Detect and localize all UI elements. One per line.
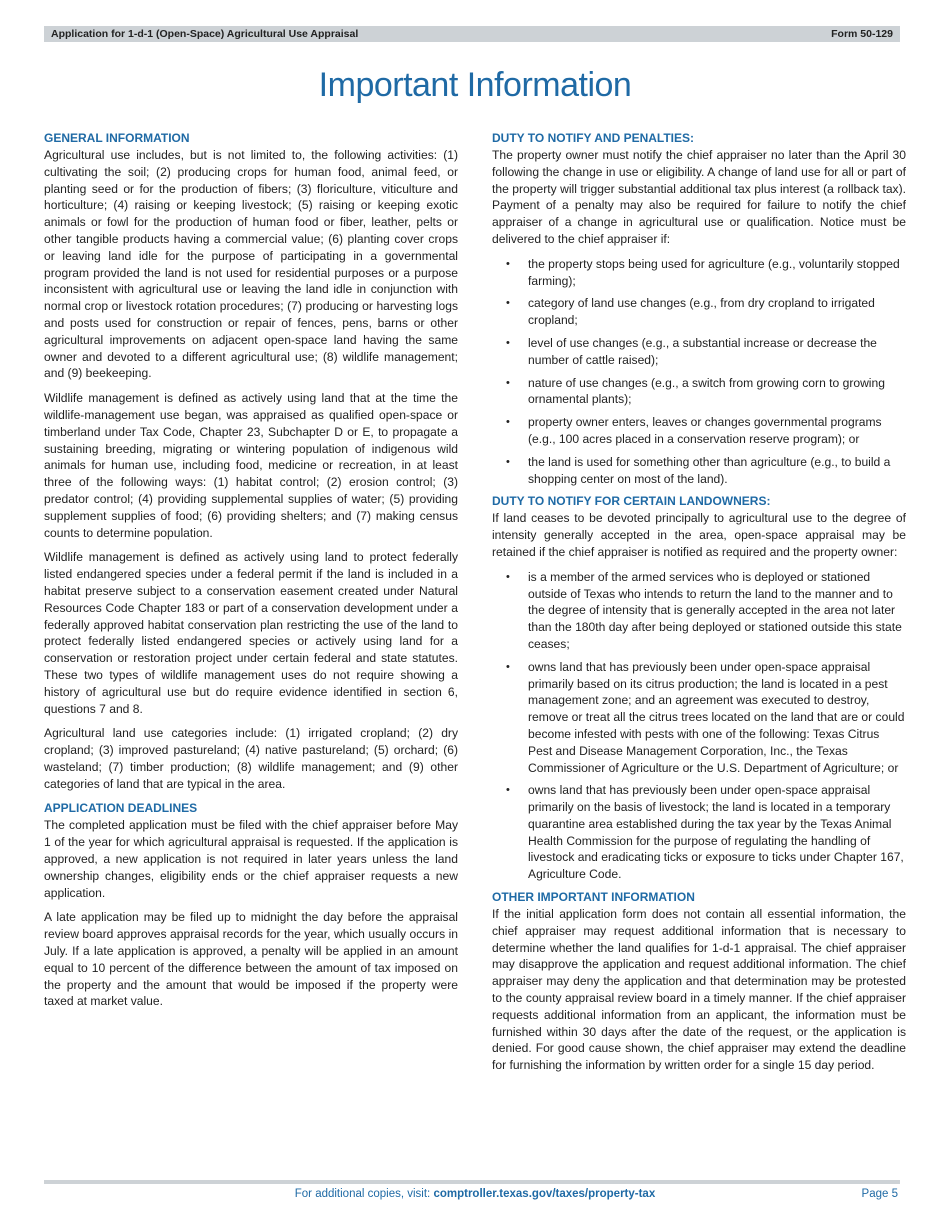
deadlines-paragraph-2: A late application may be filed up to midnight the day before the appraisal review board approves appraisal records for the year, which usually occurs in July. If a late application is approved, a penalty will be applied in an amount equal to 10 percent of the difference between the amount of tax imposed on the property and the amount that would be imposed if the property were taxed at market value. [44, 910, 458, 1009]
footer-divider [44, 1180, 900, 1184]
list-item-text: level of use changes (e.g., a substantial increase or decrease the number of cattle raised); [528, 335, 877, 367]
bullet-icon: • [506, 336, 510, 349]
general-information-section [44, 130, 458, 792]
bullet-icon: • [506, 297, 510, 310]
list-item-text: owns land that has previously been under open-space appraisal primarily based on its citrus production; the land is located in a pest management zone; and an agreement was executed to destroy, remove or treat all the citrus trees located on the land that are or could become infested with pests with one of the following: Texas Citrus Pest and Disease Management Corporation, Inc., the Texas Commissioner of Agriculture or the U.S. Department of Agriculture; or [528, 659, 905, 775]
bullet-icon: • [506, 455, 510, 468]
duty-to-notify-paragraph: The property owner must notify the chief appraiser no later than the April 30 following the change in use or eligibility. A change of land use for all or part of the property will trigger substantial additional tax plus interest (a rollback tax). Payment of a penalty may also be required for failure to notify the chief appraiser of a change in agricultural use or qualification. Notice must be delivered to the chief appraiser if: [492, 148, 906, 246]
list-item [492, 375, 906, 409]
left-column [44, 130, 458, 1018]
notify-bullet-list [492, 256, 906, 488]
list-item [492, 335, 906, 369]
list-item-text: nature of use changes (e.g., a switch from growing corn to growing ornamental plants); [528, 375, 885, 407]
deadlines-paragraph-1: The completed application must be filed with the chief appraiser before May 1 of the year for which agricultural appraisal is requested. If the application is approved, a new application is not required in later years unless the land ownership changes, eligibility ends or the chief appraiser requests a new application. [44, 818, 458, 900]
list-item-text: the property stops being used for agriculture (e.g., voluntarily stopped farming); [528, 256, 900, 288]
duty-to-notify-section [492, 130, 906, 487]
list-item-text: the land is used for something other than agriculture (e.g., to build a shopping center on most of the land). [528, 454, 891, 486]
duty-to-notify-heading: DUTY TO NOTIFY AND PENALTIES: [492, 131, 695, 145]
bullet-icon: • [506, 660, 510, 673]
list-item [492, 414, 906, 448]
general-paragraph-2: Wildlife management is defined as actively using land that at the time the wildlife-management use began, was appraised as qualified open-space or timberland under Tax Code, Chapter 23, Subchapter D or E, to propagate a sustaining breeding, migrating or wintering population of indigenous wild animals for human use, including food, medicine or recreation, in at least three of the following ways: (1) habitat control; (2) erosion control; (3) predator control; (4) providing supplemental supplies of water; (5) providing supplement supplies of food; (6) providing shelters; and (7) making census counts to determine population. [44, 391, 458, 540]
form-number: Form 50-129 [831, 28, 893, 40]
application-deadlines-heading: APPLICATION DEADLINES [44, 801, 198, 816]
form-header-bar [44, 26, 900, 42]
other-information-paragraph: If the initial application form does not contain all essential information, the chief appraiser may request additional information that is necessary to determine whether the land qualifies for 1-d-1 appraisal. The chief appraiser may disapprove the application and request additional information. The chief appraiser may deny the application and that determination may be protested to the county appraisal review board in a timely manner. If the chief appraiser requests additional information from an applicant, the information must be furnished within 30 days after the date of the request, or the application is denied. For good cause shown, the chief appraiser may extend the deadline for furnishing the information by written order for a single 15 day period. [492, 907, 906, 1073]
certain-landowners-paragraph: If land ceases to be devoted principally to agricultural use to the degree of intensity generally accepted in the area, open-space appraisal may be retained if the chief appraiser is notified as required and the property owner: [492, 511, 906, 559]
bullet-icon: • [506, 416, 510, 429]
other-information-heading: OTHER IMPORTANT INFORMATION [492, 890, 695, 905]
general-paragraph-1: Agricultural use includes, but is not limited to, the following activities: (1) cultivating the soil; (2) producing crops for human food, animal feed, or planting seed or for the production of fibers; (3) floriculture, viticulture and horticulture; (4) raising or keeping livestock; (5) raising or keeping exotic animals or fowl for the production of human food or fiber, leather, pelts or other tangible products having a commercial value; (6) planting cover crops or leaving land idle for the purpose of participating in a governmental program provided the land is not used for residential purposes or a purpose inconsistent with agricultural use or leaving the land idle in conjunction with normal crop or livestock rotation procedures; (7) producing or harvesting logs and posts used for construction or repair of fences, pens, barns or other agricultural improvements on adjacent open-space land having the same owner and devoted to a different agricultural use; (8) wildlife management; and (9) beekeeping. [44, 148, 458, 381]
footer-prefix: For additional copies, visit: [294, 1188, 434, 1200]
landowners-bullet-list [492, 569, 906, 883]
list-item [492, 295, 906, 329]
list-item [492, 659, 906, 777]
footer [0, 1188, 950, 1200]
general-information-heading: GENERAL INFORMATION [44, 131, 190, 145]
list-item-text: owns land that has previously been under open-space appraisal primarily on the basis of livestock; the land is located in a temporary quarantine area established during the tax year by the Texas Animal Health Commission for the purpose of regulating the handling of livestock and eradicating ticks or exposure to ticks under Chapter 167, Agriculture Code. [528, 783, 904, 882]
list-item [492, 782, 906, 883]
footer-url-link[interactable]: comptroller.texas.gov/taxes/property-tax [433, 1188, 656, 1200]
bullet-icon: • [506, 257, 510, 270]
bullet-icon: • [506, 376, 510, 389]
bullet-icon: • [506, 784, 510, 797]
general-paragraph-3: Wildlife management is defined as actively using land to protect federally listed endangered species under a federal permit if the land is included in a habitat preserve subject to a conservation easement created under Natural Resources Code Chapter 183 or part of a conservation development under a federally approved habitat conservation plan restricting the use of the land to protect federally listed endangered species or actively using land for a conservation or restoration project under certain federal and state statutes. These two types of wildlife management uses do not require showing a history of agricultural use but do require evidence identified in section 6, questions 7 and 8. [44, 550, 458, 716]
certain-landowners-heading: DUTY TO NOTIFY FOR CERTAIN LANDOWNERS: [492, 494, 771, 509]
general-paragraph-4: Agricultural land use categories include: (1) irrigated cropland; (2) dry cropland; (3) improved pastureland; (4) native pastureland; (5) orchard; (6) wasteland; (7) timber production; (8) wildlife management; and (9) other categories of land that are typical in the area. [44, 726, 458, 791]
certain-landowners-section [492, 493, 906, 883]
page-title: Important Information [318, 66, 632, 104]
form-header-title: Application for 1-d-1 (Open-Space) Agricultural Use Appraisal [51, 28, 359, 40]
bullet-icon: • [506, 570, 510, 583]
list-item-text: category of land use changes (e.g., from dry cropland to irrigated cropland; [528, 296, 875, 328]
list-item-text: is a member of the armed services who is deployed or stationed outside of Texas who intends to return the land to the manner and to the degree of intensity that is generally accepted in the area not later than the 180th day after being deployed or stationed outside this state ceases; [528, 569, 902, 651]
application-deadlines-section [44, 800, 458, 1010]
list-item-text: property owner enters, leaves or changes governmental programs (e.g., 100 acres placed in a conservation reserve program); or [528, 415, 882, 446]
list-item [492, 256, 906, 290]
right-column [492, 130, 906, 1082]
list-item [492, 454, 906, 488]
list-item [492, 569, 906, 653]
page-number: Page 5 [861, 1188, 898, 1200]
other-information-section [492, 889, 906, 1074]
